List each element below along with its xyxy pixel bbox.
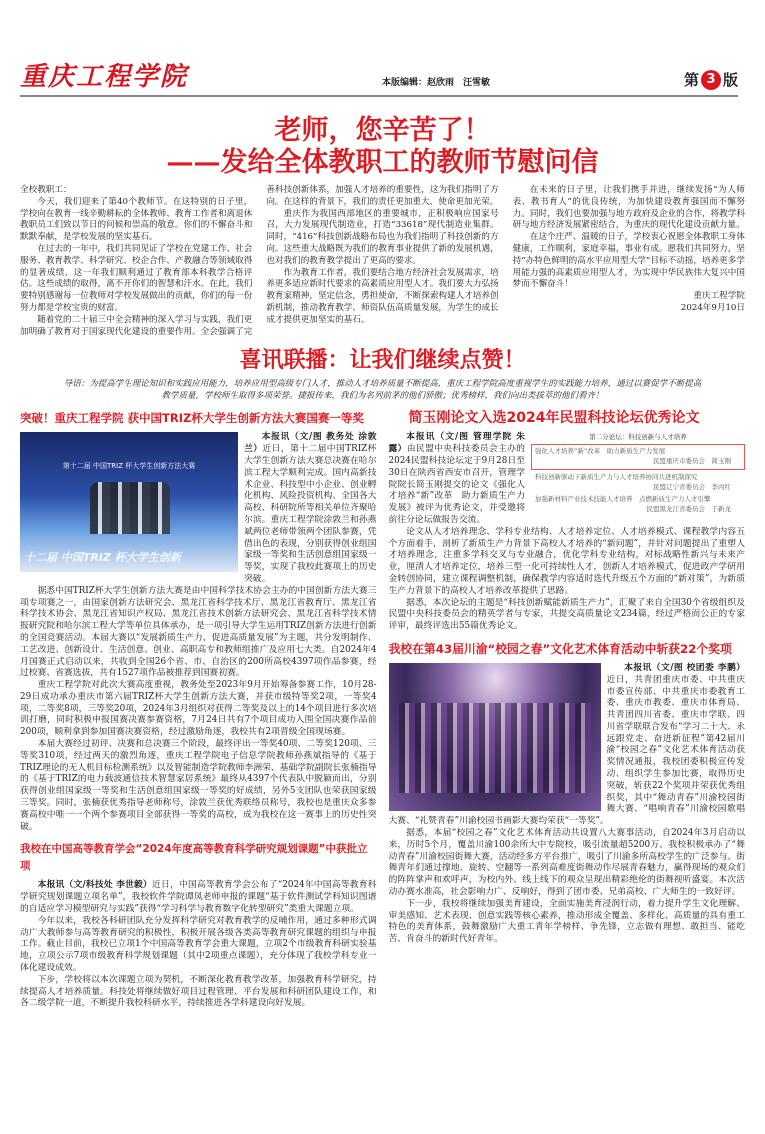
letter-paragraph: 在这个庄严、温暖的日子，学校衷心祝愿全体教职工身体健康，工作顺利，家庭幸福，事业有成。愿我们共同努力，坚持“办特色鲜明的高水平应用型大学”目标不动摇，培养更多学用能力强的高素质应用型人才，为实现中华民族伟大复兴中国梦而不懈奋斗！ bbox=[512, 232, 745, 290]
letter-salutation: 全校教职工： bbox=[20, 185, 72, 195]
campus-spring-photo bbox=[389, 663, 601, 811]
article-campus-spring bbox=[389, 663, 746, 946]
letter-signature: 重庆工程学院 bbox=[693, 291, 745, 302]
article-byline: 本报讯（文/图 教务处 涂敦兰） bbox=[244, 432, 377, 455]
article-paragraph: 下步，学校将以本次课题立项为契机，不断深化教育教学改革，加强教育科学研究，持续提高人才培养质量。科技处将继续做好项目过程管理、平台发展和科研团队建设工作，和各二级学院一道，不断提升我校科研水平，持续推进各学科建设向好发展。 bbox=[20, 974, 377, 1009]
letter-paragraph: 在过去的一年中，我们共同见证了学校在党建工作、社会服务、教育教学、科学研究、校企合作、产教融合等领域取得的显著成绩，这一年我们顺利通过了教育部本科教学合格评估。这些成绩的取得，离不开你们的智慧和汗水。在此，我们要特别感谢每一位教师对学校发展做出的贡献，你们的每一份努力都是学校宝贵的财富。 bbox=[20, 243, 253, 313]
edition-number bbox=[684, 69, 738, 90]
article-paper bbox=[389, 432, 746, 633]
doc-entry-title: 加强新材料产业技术技能人才培养 点燃新质生产力人才引擎 bbox=[535, 495, 711, 504]
page-editor: 本版编辑：赵欣雨 汪雪敏 bbox=[381, 78, 490, 88]
letter-paragraph: 作为教育工作者，我们要结合地方经济社会发展需求，培养更多适应新时代要求的高素质应用型人才。我们要大力弘扬教育家精神，坚定信念，勇担使命，不断探索构建人才培养创新机制，推动教育教学、师资队伍高质量发展，为学生的成长成才提供更加坚实的基石。 bbox=[266, 267, 499, 325]
left-column bbox=[20, 410, 377, 1010]
forum-program-excerpt bbox=[531, 432, 745, 516]
article-headline: 简玉刚论文入选2024年民盟科技论坛优秀论文 bbox=[408, 410, 700, 427]
doc-entry-author: 民盟重庆市委员会 简玉刚 bbox=[653, 457, 731, 466]
article-paragraph: 今年以来，我校各科研团队充分发挥科学研究对教育教学的反哺作用，通过多种形式调动广大教师参与高等教育研究的积极性，积极开展各级各类高等教育研究课题的组织与申报工作。截止目前，我校已立项1个中国高等教育学会重大课题，立项2个市级教育科研实验基地，立项公示7项市级教育科学规划课题（其中2项重点课题），充分体现了我校学科专业一体化建设成效。 bbox=[20, 915, 377, 974]
article-headline: 我校在中国高等教育学会“2024年度高等教育科学研究规划课题”中获批立项 bbox=[20, 843, 368, 873]
article-paragraph: 本届大赛经过初评、决赛和总决赛三个阶段，最终评出一等奖40项、二等奖120项、三等奖310项，经过两天的激烈角逐，重庆工程学院电子信息学院教师孙燕斌指导的《基于TRIZ理论的无人机目标检测系统》以及智能制造学院教师李洲荣、基础学院副院长张楠指导的《基于TRIZ的电力载波通信技术智慧家居系统》最终从4397个代表队中脱颖而出，分别获得创业组国家级一等奖和生活创意组国家级一等奖的好成绩，另外5支团队也荣获国家级三等奖。同时，张楠获优秀指导老师称号，涂敦兰获优秀联络员称号，我校也是重庆众多参赛高校中唯一一个两个参赛项目全部获得一等奖的高校，成为我校在这一赛事上的历史性突破。 bbox=[20, 739, 377, 832]
article-paragraph: 据悉，本次论坛的主题是“科技创新赋能新质生产力”，汇聚了来自全国30个省级组织及民盟中央科技委员会的精英学者与专家，共提交高质量论文234篇，经过严格而公正的专家评审，最终评选出55篇优秀论文。 bbox=[388, 597, 745, 632]
edition-suffix: 版 bbox=[722, 71, 738, 89]
doc-heading: 第二分论坛：科技创新与人才培养 bbox=[589, 433, 687, 442]
edition-badge: 3 bbox=[701, 70, 721, 90]
triz-award-photo bbox=[20, 432, 238, 572]
article-byline: 本报讯（文/图 管理学院 朱露） bbox=[388, 432, 525, 455]
article-paragraph: 下一步，我校将继续加强美育建设，全面实施美育浸润行动，着力提升学生文化理解、审美感知、艺术表现、创意实践等核心素养，推动形成全覆盖、多样化、高质量的具有重工特色的美育体系，鼓舞激励广大重工青年学榜样、争先锋，立志做有理想、敢担当、能吃苦、肯奋斗的新时代好青年。 bbox=[388, 898, 745, 945]
edition-prefix: 第 bbox=[683, 71, 699, 89]
letter-paragraph: 今天，我们迎来了第40个教师节。在这特别的日子里，学校向在教育一线辛勤耕耘的全体教师、教育工作者和离退休教职员工们致以节日的问候和崇高的敬意。你们的不懈奋斗和默默奉献，是学校发展的坚实基石。 bbox=[20, 196, 253, 243]
article-byline: 本报讯（文/科技处 李世毅） bbox=[37, 880, 153, 891]
article-byline: 本报讯（文/图 校团委 李鹏） bbox=[624, 662, 745, 673]
article-paragraph: 近日，第十二届中国TRIZ杯大学生创新方法大赛总决赛在哈尔滨工程大学顺利完成。国内高新技术企业、科技型中小企业、创业孵化机构、风险投资机构、全国各大高校、科研院所等相关单位齐聚哈尔滨。重庆工程学院涂敦兰和孙燕斌两位老师带领两个团队参赛，凭借出色的表现，分别获得创业组国家级一等奖和生活创意组国家级一等奖，实现了我校此赛项上的历史突破。 bbox=[244, 444, 377, 584]
letter-date: 2024年9月10日 bbox=[680, 302, 745, 313]
article-triz bbox=[20, 432, 377, 833]
letter-paragraph: 在未来的日子里，让我们携手并进，继续发扬“为人师表、教书育人”的优良传统，为加快建设教育强国而不懈努力。同时，我们也要加强与地方政府及企业的合作，将教学科研与地方经济发展紧密结合，为重庆的现代化建设贡献力量。 bbox=[512, 185, 745, 231]
article-paragraph: 近日，中国高等教育学会公布了“2024年中国高等教育科学研究规划课题立项名单”，我校软件学院谭凤老师申报的课题“基于软件测试学科知识图谱的自适应学习模型研究与实践”获得“学习科学与教育数字化转型研究”类重大课题立项。 bbox=[20, 880, 377, 915]
doc-entry-title: 强化人才培养“新”改革 助力新质生产力发展 bbox=[535, 447, 666, 456]
article-paragraph: 由民盟中央科技委员会主办的2024民盟科技论坛定于9月28日至30日在陕西省西安市召开，管理学院院长简玉刚提交的论文《强化人才培养“新”改革 助力新质生产力发展》被评为优秀论文，并受邀将前往分论坛做报告交流。 bbox=[388, 444, 525, 525]
photo-people bbox=[90, 482, 170, 534]
photo-crowd bbox=[399, 703, 591, 793]
newspaper-logo: 重庆工程学院 bbox=[20, 62, 189, 92]
article-paragraph: 据悉，本届“校园之春”文化艺术体育活动共设置八大赛事活动，自2024年3月启动以来，历时5个月，覆盖川渝100余所大中专院校，吸引流量超5200万。我校积极承办了“舞动青春”川渝校园街舞大赛，活动经多方平台推广，吸引了川渝多所高校学生的广泛参与。街舞青年们通过撑地、旋转、空翻等一系列高难度街舞动作尽展青春魅力，赢得现场的观众们的阵阵掌声和欢呼声，为校内外、线上线下的观众呈现出精彩绝伦的街舞视听盛宴。本次活动办赛水准高，社会影响力广、反响好，得到了团市委、兄弟高校、广大师生的一致好评。 bbox=[388, 828, 745, 898]
doc-entry-author: 民盟黑龙江省委员会 于新龙 bbox=[646, 505, 731, 514]
article-research-project bbox=[20, 880, 377, 1010]
letter-title: 老师，您辛苦了！ bbox=[274, 115, 491, 146]
section-banner: 喜讯联播：让我们继续点赞！ bbox=[239, 347, 526, 374]
doc-entry-highlighted bbox=[531, 444, 745, 470]
article-paragraph: 近日，共青团重庆市委、中共重庆市委宣传部、中共重庆市委教育工委、重庆市教委、重庆市体育局、共青团四川省委、重庆市学联、四川省学联联合发布“学习二十大、永远跟党走、奋进新征程”第42届川渝“校园之春”文化艺术体育活动获奖情况通报，我校团委积极宣传发动、组织学生参加比赛，取得历史突破，斩获22个奖项并荣获优秀组织奖，其中“舞动青春”川渝校园街舞大赛、“唱响青春”川渝校园歌唱大赛、“礼赞青春”川渝校园书画影大赛均荣获“一等奖”。 bbox=[388, 674, 745, 827]
right-column bbox=[389, 410, 746, 1010]
letter-subtitle: ——发给全体教职工的教师节慰问信 bbox=[166, 147, 599, 178]
news-columns bbox=[20, 410, 745, 1010]
article-headline: 突破！重庆工程学院 获中国TRIZ杯大学生创新方法大赛国赛一等奖 bbox=[20, 411, 364, 426]
article-headline: 我校在第43届川渝“校园之春”文化艺术体育活动中斩获22个奖项 bbox=[388, 641, 732, 656]
article-paragraph: 论文从人才培养理念、学科专业结构、人才培养定位、人才培养模式、课程教学内容五个方面着手，剖析了新质生产力背景下高校人才培养的“新问题”，并针对问题提出了重塑人才培养理念，注重多学科交叉与专业融合，优化学科专业结构，对标战略性新兴与未来产业，厘清人才培养定位，培养三型一化可持续性人才，创新人才培养模式，促进政产学研用金转创协同，建立课程调整机制，确保教学内容适时迭代升级五个方面的“新对策”，为新质生产力背景下的高校人才培养改革提供了思路。 bbox=[388, 526, 745, 596]
doc-entry-author: 民盟辽宁省委员会 李丙红 bbox=[653, 483, 731, 492]
doc-entry-title: 科技创新驱动下新质生产力与人才培养协同共进机制探究 bbox=[535, 473, 698, 482]
letter-paragraph: 重庆作为我国西部地区的重要城市，正积极响应国家号召，大力发展现代制造业，打造“33618”现代制造业集群。同时，“416”科技创新战略布局也为我们指明了科技创新的方向。这些重大战略既为我们的教育事业提供了新的发展机遇，也对我们的教育教学提出了更高的要求。 bbox=[266, 208, 499, 266]
doc-entry bbox=[531, 470, 745, 514]
letter-paragraph: 随着党的二十届三中全会精神的深入学习与实践，我们更加明确了教育对于国家现代化建设的重要作用。全会强调了完善科技创新体系，加强人才培养的重要性，这为我们指明了方向。在这样的背景下，我们的责任更加重大，使命更加光荣。 bbox=[20, 185, 499, 337]
masthead bbox=[20, 62, 738, 97]
letter-body bbox=[20, 185, 745, 338]
photo-stage-text: 第十二届 中国TRIZ 杯大学生创新方法大赛 bbox=[62, 462, 196, 471]
photo-floor-text: 十二届 中国TRIZ 杯大学生创新 bbox=[24, 551, 181, 565]
article-paragraph: 重庆工程学院对此次大赛高度重视，教务处至2023年9月开始筹备参赛工作，10月28-29日成功承办重庆市第六届TRIZ杯大学生创新方法大赛，并获市级特等奖2项，一等奖4项，二等奖8项，三等奖20项，2024年3月组织对获得二等奖及以上的14个项目进行多次培训打磨，同时积极申报国赛决赛参赛资格，7月24日共有7个项目成功入围全国决赛作品前200项，顺利拿到参加国赛决赛资格，经过激励角逐，我校共有2项晋级全国现场赛。 bbox=[20, 680, 377, 738]
article-paragraph: 据悉中国TRIZ杯大学生创新方法大赛是由中国科学技术协会主办的中国创新方法大赛三项专项赛之一，由国家创新方法研究会、黑龙江省科学技术厅、黑龙江省教育厅、黑龙江省科学技术协会、黑龙江省知识产权局、黑龙江省技术创新方法研究会、黑龙江省科学技术情报研究院和哈尔滨工程大学等单位具体承办，是一项引导大学生运用TRIZ创新方法进行创新的全国竞赛活动。本届大赛以“发展新质生产力，促进高质量发展”为主题，共分发明制作、工艺改进、创新设计、生活创意、创业、高职高专和教师组推广及应用七大类。自2024年4月国赛正式启动以来，共收到全国26个省、市、自治区的200所高校4397项作品参赛，经过校赛、省赛选拔，共有1527项作品被推荐到国赛初赛。 bbox=[20, 585, 377, 679]
section-intro: 导语：为提高学生理论知识和实践应用能力，培养应用型高级专门人才，推动人才培养质量不断提高，重庆工程学院高度重视学生的实践能力培养，通过以赛促学不断提高教学质量，学校师生取得多项荣誉。捷报传来，我们为名列前茅的他们骄傲；优秀榜样，我们向出类拔萃的他们看齐！ bbox=[63, 379, 702, 402]
